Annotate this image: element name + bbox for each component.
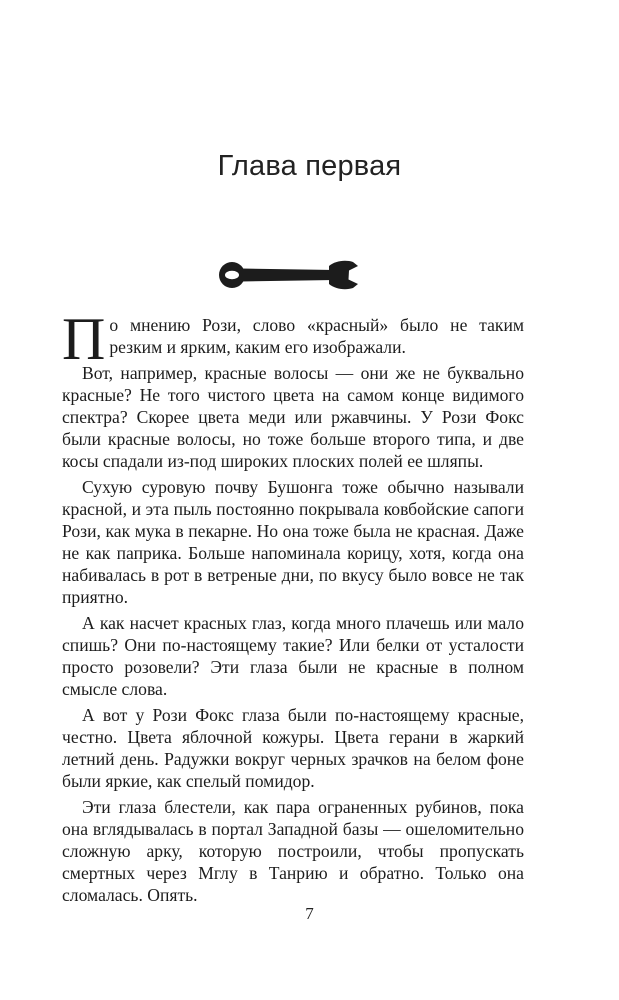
paragraph: Сухую суровую почву Бушонга тоже обычно называли красной, и эта пыль постоянно покрывала ковбойские сапоги Рози, как мука в пекарне. Но она тоже была не красная. Даже не как паприка. Больше напоминала корицу, хотя, когда она набивалась в рот в ветреные дни, по вкусу было вовсе не так приятно. [62, 477, 524, 607]
drop-cap: П [62, 306, 106, 372]
chapter-title: Глава первая [217, 150, 402, 182]
body-text [62, 306, 524, 910]
wrench-icon [217, 260, 365, 290]
paragraph [62, 306, 524, 372]
paragraph: Эти глаза блестели, как пара ограненных рубинов, пока она вглядывалась в портал Западной базы — ошеломительно сложную арку, которую построили, чтобы пропускать смертных через Мглу в Танрию и обратно. Только она сломалась. Опять. [62, 797, 524, 905]
paragraph: А вот у Рози Фокс глаза были по-настоящему красные, честно. Цвета яблочной кожуры. Цвета герани в жаркий летний день. Радужки вокруг черных зрачков на белом фоне были яркие, как спелый помидор. [62, 705, 524, 791]
paragraph: А как насчет красных глаз, когда много плачешь или мало спишь? Они по-настоящему такие? Или белки от усталости просто розовели? Эти глаза были не красные в полном смысле слова. [62, 613, 524, 699]
paragraph-text: о мнению Рози, слово «красный» было не таким резким и ярким, каким его изображали. [109, 315, 524, 357]
page-number: 7 [305, 904, 314, 923]
paragraph: Вот, например, красные волосы — они же не буквально красные? Не того чистого цвета на самом конце видимого спектра? Скорее цвета меди или ржавчины. У Рози Фокс были красные волосы, но тоже больше второго типа, и две косы спадали из-под широких плоских полей ее шляпы. [62, 363, 524, 471]
